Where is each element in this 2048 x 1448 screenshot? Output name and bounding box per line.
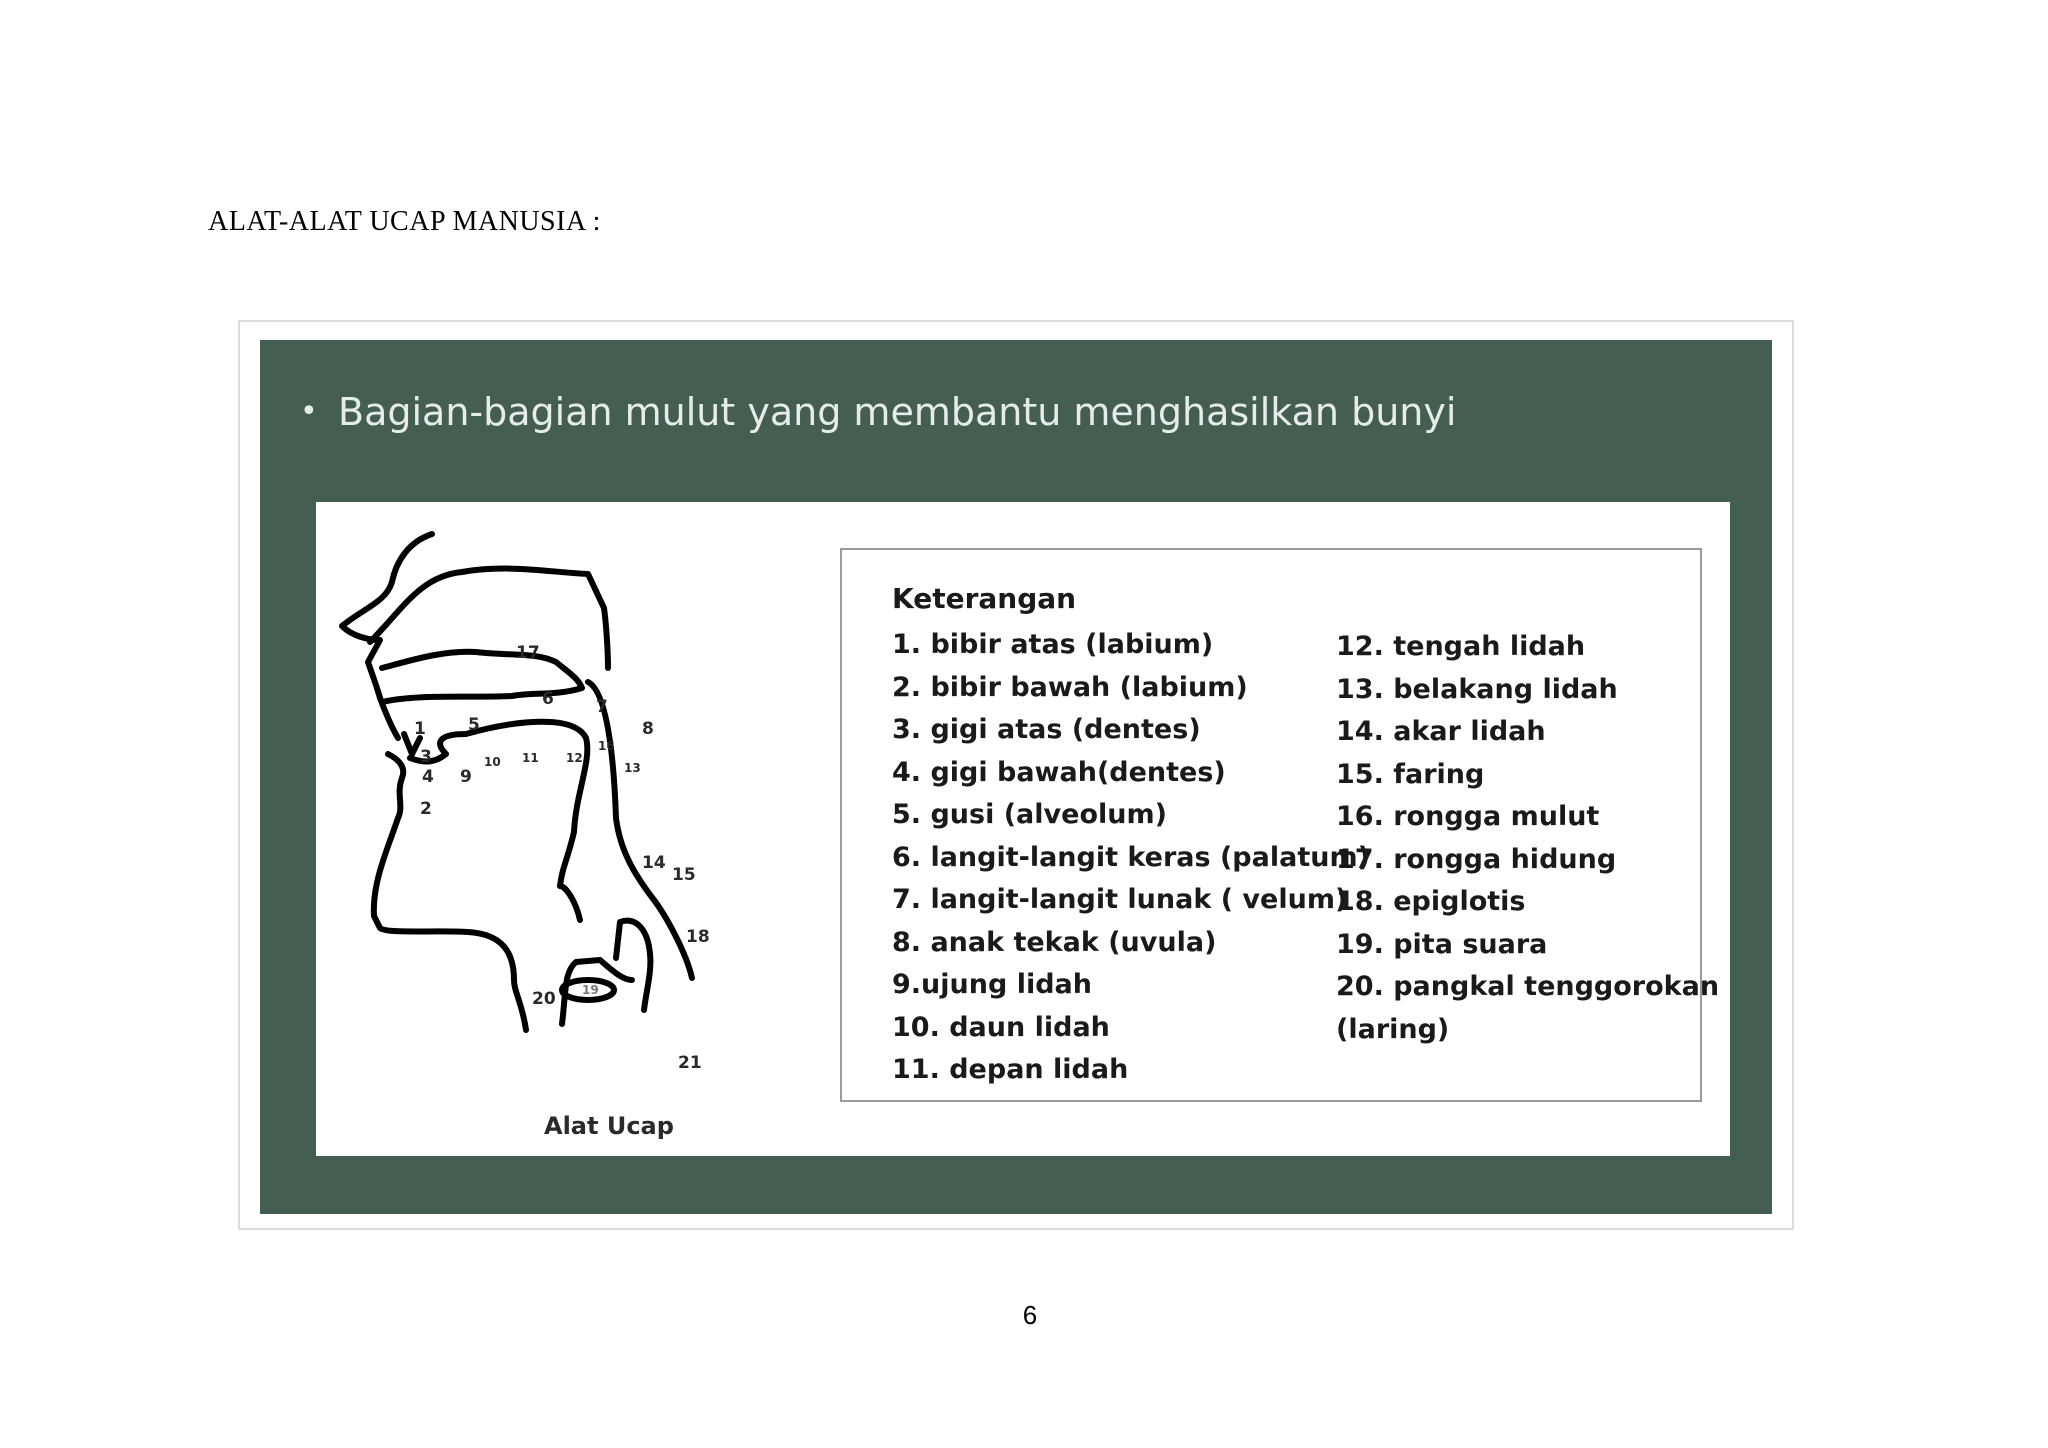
diagram-label-16: 16 [598, 739, 615, 753]
diagram-label-9: 9 [460, 767, 472, 787]
legend-item: 10. daun lidah [892, 1011, 1110, 1043]
figure-frame [238, 320, 1794, 1230]
diagram-label-12: 12 [566, 751, 583, 765]
tongue-outline [410, 722, 587, 886]
diagram-label-21: 21 [678, 1053, 702, 1073]
legend-item: 15. faring [1336, 758, 1485, 790]
diagram-label-10: 10 [484, 755, 501, 769]
throat-back-outline [588, 682, 692, 978]
legend-item: 12. tengah lidah [1336, 631, 1586, 662]
lower-face-outline [374, 754, 526, 1030]
diagram-label-7: 7 [596, 697, 608, 717]
speech-organs-diagram [316, 502, 836, 1156]
legend-item: 7. langit-langit lunak ( velum) [892, 884, 1348, 915]
legend-item: 18. epiglotis [1336, 886, 1526, 917]
diagram-label-19: 19 [582, 983, 599, 997]
legend-item: 3. gigi atas (dentes) [892, 714, 1201, 745]
diagram-label-18: 18 [686, 927, 710, 947]
legend-item: 2. bibir bawah (labium) [892, 671, 1248, 703]
legend-column-1 [892, 624, 1370, 1092]
legend-item: 11. depan lidah [892, 1054, 1129, 1085]
legend-item: 1. bibir atas (labium) [892, 629, 1214, 660]
legend-item: 19. pita suara [1336, 928, 1548, 960]
legend-item: 20. pangkal tenggorokan [1336, 971, 1720, 1002]
legend-item: 14. akar lidah [1336, 716, 1546, 747]
content-panel [316, 502, 1730, 1156]
upper-lip-outline [380, 698, 398, 738]
document-heading: ALAT-ALAT UCAP MANUSIA : [208, 206, 601, 237]
legend-item: (laring) [1336, 1013, 1450, 1045]
diagram-caption: Alat Ucap [544, 1112, 674, 1140]
diagram-label-5: 5 [468, 715, 480, 735]
legend-item: 13. belakang lidah [1336, 673, 1618, 705]
diagram-label-2: 2 [420, 799, 432, 819]
legend-item: 5. gusi (alveolum) [892, 799, 1167, 830]
slide-title: Bagian-bagian mulut yang membantu menghasilkan bunyi [338, 390, 1457, 434]
diagram-label-17: 17 [516, 643, 540, 663]
diagram-label-11: 11 [522, 751, 539, 765]
legend-item: 6. langit-langit keras (palatum) [892, 841, 1370, 873]
epiglottis-outline [560, 886, 580, 920]
diagram-label-13: 13 [624, 761, 641, 775]
diagram-label-4: 4 [422, 767, 434, 787]
legend-title: Keterangan [892, 582, 1077, 615]
legend-item: 9.ujung lidah [892, 969, 1092, 1000]
page-number: 6 [1022, 1300, 1038, 1330]
diagram-label-14: 14 [642, 853, 666, 873]
diagram-label-6: 6 [542, 689, 554, 709]
diagram-label-3: 3 [420, 747, 432, 767]
diagram-label-20: 20 [532, 989, 556, 1009]
larynx-outline [562, 921, 650, 1024]
diagram-label-15: 15 [672, 865, 696, 885]
legend-item: 16. rongga mulut [1336, 801, 1600, 832]
legend-item: 4. gigi bawah(dentes) [892, 756, 1226, 788]
legend-item: 17. rongga hidung [1336, 843, 1617, 875]
diagram-label-1: 1 [414, 719, 426, 739]
legend-column-2 [1336, 626, 1719, 1051]
bullet-icon: • [300, 394, 318, 429]
slide [260, 340, 1772, 1214]
legend-item: 8. anak tekak (uvula) [892, 926, 1217, 958]
legend-box [840, 548, 1720, 1102]
diagram-label-8: 8 [642, 719, 654, 739]
nose-outline [342, 534, 432, 698]
